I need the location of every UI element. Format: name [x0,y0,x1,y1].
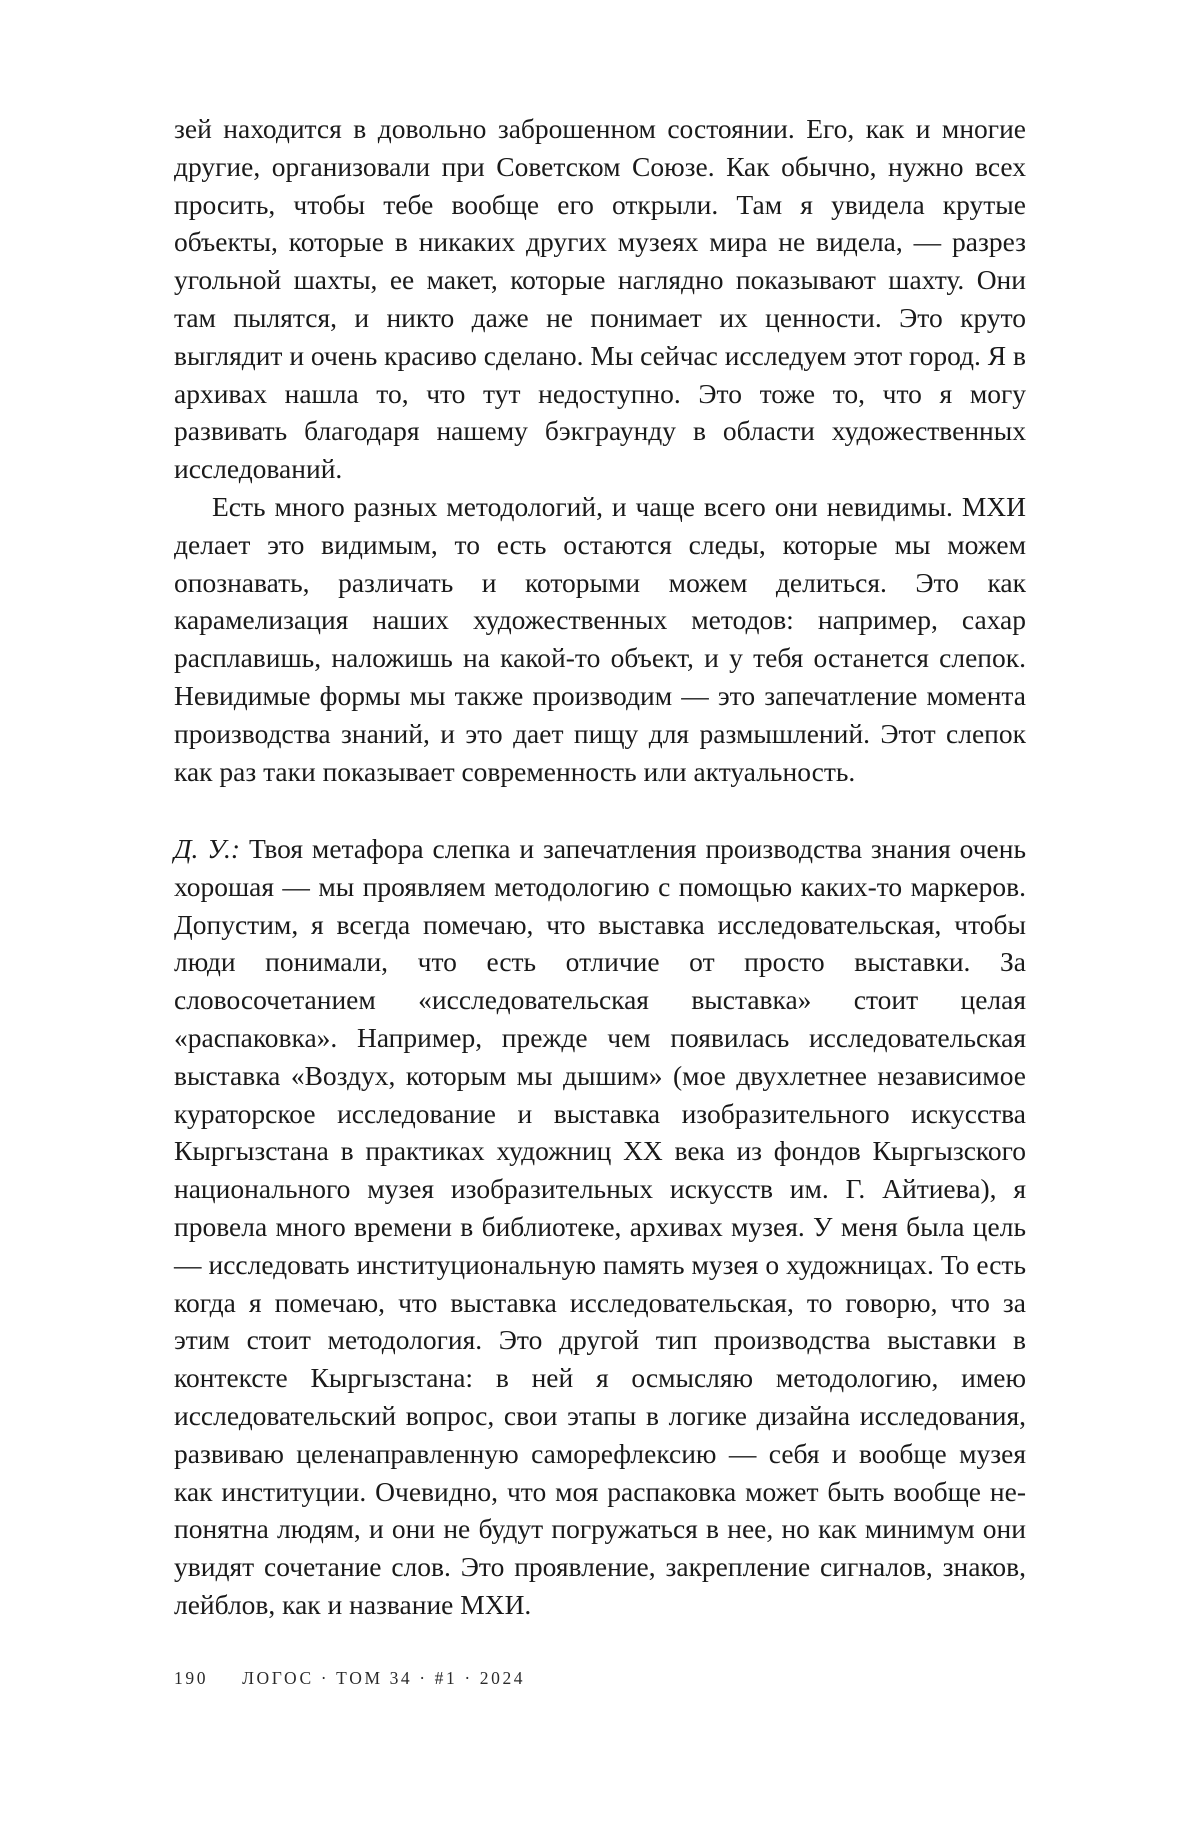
paragraph-continuation: зей находится в довольно заброшенном состоянии. Его, как и многие другие, организовали при Советском Союзе. Как обычно, нужно всех просить, чтобы тебе вообще его открыли. Там я увидела крутые объекты, которые в никаких других музеях мира не видела, — разрез угольной шахты, ее макет, которые наглядно показывают шахту. Они там пылятся, и никто даже не понимает их ценности. Это круто выглядит и очень красиво сделано. Мы сейчас исследуем этот город. Я в архивах нашла то, что тут недоступно. Это тоже то, что я могу развивать благодаря нашему бэкграунду в области художественных исследований. [174,113,1027,485]
paragraph-speaker-reply [174,830,1026,1624]
page-number: 190 [174,1668,209,1688]
speaker-label: Д. У.: [174,833,241,864]
body-text-lower [174,830,1026,1624]
paragraph-methodologies: Есть много разных методологий, и чаще всего они невидимы. МХИ делает это видимым, то есть остаются следы, которые мы можем опознавать, различать и которыми можем делиться. Это как карамелизация наших художественных методов: например, сахар расплавишь, наложишь на какой-то объект, и у тебя останется слепок. Невидимые формы мы также производим — это запечатление момента производства знаний, и это дает пищу для размышлений. Этот слепок как раз таки показывает современность или актуальность. [174,490,1026,787]
running-head: ЛОГОС · ТОМ 34 · #1 · 2024 [242,1668,526,1688]
page-footer [174,1668,525,1689]
body-text-upper [174,110,1026,790]
speaker-reply-text: Твоя метафора слепка и запечатления производства знания очень хорошая — мы проявляем методологию с помощью каких-то маркеров. Допустим, я всегда помечаю, что выставка исследовательская, чтобы люди понимали, что есть отличие от просто выставки. За словосочетанием «исследовательская выставка» стоит целая «распаковка». Например, прежде чем появилась исследовательская выставка «Воздух, которым мы дышим» (мое двухлетнее независимое кураторское исследование и выставка изобразительного искусства Кыргызстана в практиках художниц XX века из фондов Кыргызского национального музея изобразительных искусств им. Г. Айтиева), я провела много времени в библиотеке, архивах музея. У меня была цель — исследовать институциональную память музея о художницах. То есть когда я помечаю, что выставка исследовательская, то говорю, что за этим стоит методология. Это другой тип производства выставки в контексте Кыргызстана: в ней я осмысляю методологию, имею исследовательский вопрос, свои этапы в логике дизайна исследования, развиваю целенаправленную саморефлексию — себя и вообще музея как институции. Очевидно, что моя распаковка может быть вообще непонятна людям, и они не будут погружаться в нее, но как минимум они увидят сочетание слов. Это проявление, закрепление сигналов, знаков, лейблов, как и название МХИ. [174,833,1027,1620]
